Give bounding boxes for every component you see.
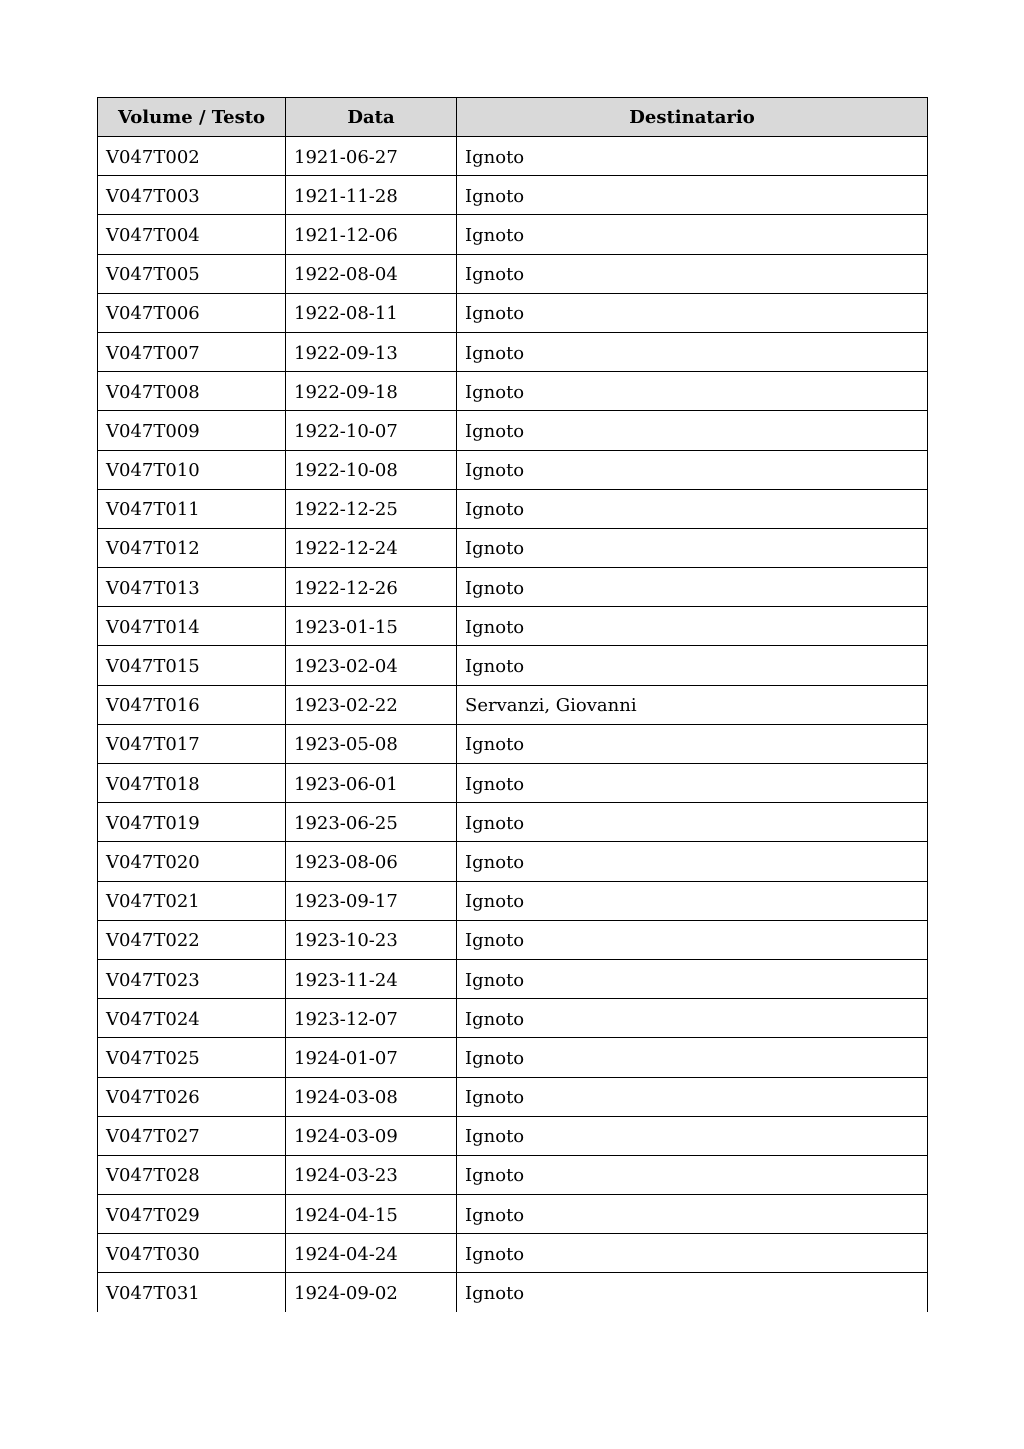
data-cell: 1923-10-23 — [286, 920, 457, 959]
table-row — [98, 764, 928, 803]
volume-testo-cell: V047T007 — [98, 332, 286, 371]
table-row — [98, 372, 928, 411]
volume-testo-cell: V047T024 — [98, 999, 286, 1038]
destinatario-cell: Ignoto — [457, 724, 928, 763]
data-cell: 1923-09-17 — [286, 881, 457, 920]
destinatario-cell: Ignoto — [457, 920, 928, 959]
table-row — [98, 1195, 928, 1234]
volume-testo-cell: V047T009 — [98, 411, 286, 450]
volume-testo-cell: V047T022 — [98, 920, 286, 959]
destinatario-cell: Ignoto — [457, 528, 928, 567]
table-row — [98, 646, 928, 685]
table-row — [98, 959, 928, 998]
destinatario-cell: Ignoto — [457, 137, 928, 176]
column-header-data: Data — [286, 98, 457, 137]
data-cell: 1923-06-25 — [286, 803, 457, 842]
destinatario-cell: Ignoto — [457, 489, 928, 528]
table-row — [98, 803, 928, 842]
table-row — [98, 607, 928, 646]
data-cell: 1923-05-08 — [286, 724, 457, 763]
data-cell: 1921-12-06 — [286, 215, 457, 254]
volume-testo-cell: V047T027 — [98, 1116, 286, 1155]
volume-testo-cell: V047T014 — [98, 607, 286, 646]
table-row — [98, 137, 928, 176]
data-cell: 1923-02-22 — [286, 685, 457, 724]
volume-testo-cell: V047T018 — [98, 764, 286, 803]
column-header-volume-testo: Volume / Testo — [98, 98, 286, 137]
destinatario-cell: Ignoto — [457, 1273, 928, 1312]
destinatario-cell: Ignoto — [457, 215, 928, 254]
table-row — [98, 176, 928, 215]
volume-testo-cell: V047T016 — [98, 685, 286, 724]
data-cell: 1923-11-24 — [286, 959, 457, 998]
volume-testo-cell: V047T006 — [98, 293, 286, 332]
table-row — [98, 1155, 928, 1194]
volume-testo-cell: V047T019 — [98, 803, 286, 842]
volume-testo-cell: V047T008 — [98, 372, 286, 411]
table-body — [98, 137, 928, 1313]
volume-testo-cell: V047T004 — [98, 215, 286, 254]
header-row — [98, 98, 928, 137]
volume-testo-cell: V047T003 — [98, 176, 286, 215]
volume-testo-cell: V047T031 — [98, 1273, 286, 1312]
data-cell: 1923-02-04 — [286, 646, 457, 685]
table-row — [98, 999, 928, 1038]
destinatario-cell: Ignoto — [457, 450, 928, 489]
table-header — [98, 98, 928, 137]
table-row — [98, 450, 928, 489]
table-row — [98, 881, 928, 920]
volume-testo-cell: V047T012 — [98, 528, 286, 567]
table-row — [98, 254, 928, 293]
destinatario-cell: Ignoto — [457, 1116, 928, 1155]
destinatario-cell: Ignoto — [457, 1077, 928, 1116]
table-row — [98, 1038, 928, 1077]
volume-testo-cell: V047T021 — [98, 881, 286, 920]
destinatario-cell: Ignoto — [457, 959, 928, 998]
data-cell: 1922-09-18 — [286, 372, 457, 411]
destinatario-cell: Ignoto — [457, 1038, 928, 1077]
table-row — [98, 568, 928, 607]
volume-testo-cell: V047T017 — [98, 724, 286, 763]
data-cell: 1923-01-15 — [286, 607, 457, 646]
destinatario-cell: Ignoto — [457, 646, 928, 685]
data-cell: 1924-04-24 — [286, 1234, 457, 1273]
table-row — [98, 842, 928, 881]
table-row — [98, 1077, 928, 1116]
volume-testo-cell: V047T023 — [98, 959, 286, 998]
table-row — [98, 1116, 928, 1155]
data-cell: 1922-10-07 — [286, 411, 457, 450]
data-cell: 1923-08-06 — [286, 842, 457, 881]
destinatario-cell: Servanzi, Giovanni — [457, 685, 928, 724]
data-cell: 1924-03-08 — [286, 1077, 457, 1116]
destinatario-cell: Ignoto — [457, 372, 928, 411]
volume-testo-cell: V047T020 — [98, 842, 286, 881]
destinatario-cell: Ignoto — [457, 999, 928, 1038]
volume-testo-cell: V047T011 — [98, 489, 286, 528]
data-cell: 1923-06-01 — [286, 764, 457, 803]
destinatario-cell: Ignoto — [457, 803, 928, 842]
data-cell: 1922-12-25 — [286, 489, 457, 528]
destinatario-cell: Ignoto — [457, 411, 928, 450]
data-cell: 1921-06-27 — [286, 137, 457, 176]
destinatario-cell: Ignoto — [457, 332, 928, 371]
volume-testo-cell: V047T002 — [98, 137, 286, 176]
data-cell: 1922-08-04 — [286, 254, 457, 293]
data-cell: 1922-12-24 — [286, 528, 457, 567]
data-cell: 1924-01-07 — [286, 1038, 457, 1077]
destinatario-cell: Ignoto — [457, 764, 928, 803]
volume-testo-cell: V047T013 — [98, 568, 286, 607]
table-row — [98, 411, 928, 450]
destinatario-cell: Ignoto — [457, 293, 928, 332]
data-cell: 1924-03-23 — [286, 1155, 457, 1194]
destinatario-cell: Ignoto — [457, 1234, 928, 1273]
data-cell: 1922-10-08 — [286, 450, 457, 489]
data-cell: 1922-12-26 — [286, 568, 457, 607]
destinatario-cell: Ignoto — [457, 607, 928, 646]
destinatario-cell: Ignoto — [457, 842, 928, 881]
data-cell: 1922-08-11 — [286, 293, 457, 332]
data-cell: 1924-03-09 — [286, 1116, 457, 1155]
destinatario-cell: Ignoto — [457, 568, 928, 607]
volume-testo-cell: V047T025 — [98, 1038, 286, 1077]
volume-testo-cell: V047T028 — [98, 1155, 286, 1194]
volume-testo-cell: V047T026 — [98, 1077, 286, 1116]
column-header-destinatario: Destinatario — [457, 98, 928, 137]
table-row — [98, 1234, 928, 1273]
volume-testo-cell: V047T010 — [98, 450, 286, 489]
table-row — [98, 685, 928, 724]
volume-testo-cell: V047T029 — [98, 1195, 286, 1234]
volume-testo-cell: V047T030 — [98, 1234, 286, 1273]
letters-table — [97, 97, 928, 1312]
data-cell: 1922-09-13 — [286, 332, 457, 371]
table-row — [98, 489, 928, 528]
destinatario-cell: Ignoto — [457, 1155, 928, 1194]
data-cell: 1924-09-02 — [286, 1273, 457, 1312]
destinatario-cell: Ignoto — [457, 254, 928, 293]
destinatario-cell: Ignoto — [457, 881, 928, 920]
destinatario-cell: Ignoto — [457, 1195, 928, 1234]
data-cell: 1924-04-15 — [286, 1195, 457, 1234]
table-row — [98, 215, 928, 254]
table-row — [98, 920, 928, 959]
table-row — [98, 724, 928, 763]
data-cell: 1923-12-07 — [286, 999, 457, 1038]
data-cell: 1921-11-28 — [286, 176, 457, 215]
table-row — [98, 1273, 928, 1312]
volume-testo-cell: V047T005 — [98, 254, 286, 293]
volume-testo-cell: V047T015 — [98, 646, 286, 685]
destinatario-cell: Ignoto — [457, 176, 928, 215]
table-row — [98, 332, 928, 371]
table-row — [98, 293, 928, 332]
table-row — [98, 528, 928, 567]
